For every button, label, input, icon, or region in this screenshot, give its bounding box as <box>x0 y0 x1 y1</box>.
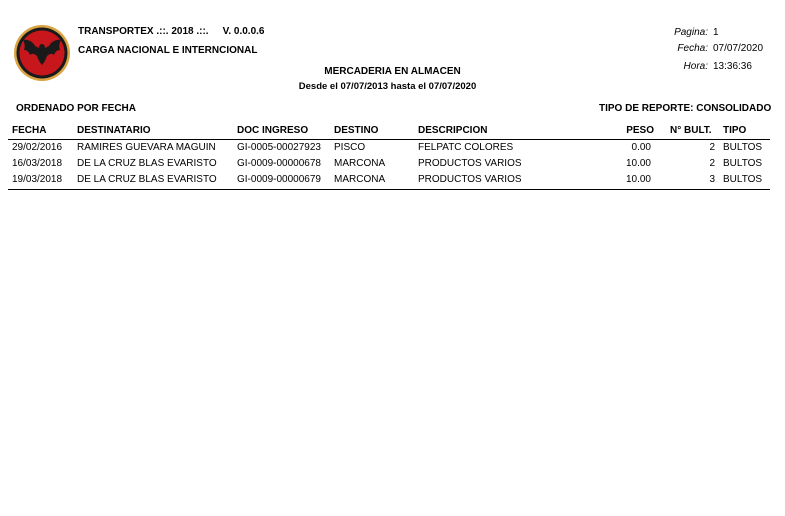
table-cell: 2 <box>709 158 715 169</box>
table-cell: MARCONA <box>334 158 386 169</box>
report-type: TIPO DE REPORTE: CONSOLIDADO <box>599 103 771 114</box>
col-destinatario: DESTINATARIO <box>77 125 151 136</box>
table-cell: BULTOS <box>723 158 763 169</box>
table-cell: PISCO <box>334 142 366 153</box>
table-cell: 10.00 <box>625 158 651 169</box>
table-cell: 2 <box>709 142 715 153</box>
table-cell: RAMIRES GUEVARA MAGUIN <box>77 142 216 153</box>
col-destino: DESTINO <box>334 125 379 136</box>
table-cell: PRODUCTOS VARIOS <box>418 174 522 185</box>
footer-rule <box>8 189 770 190</box>
table-cell: 16/03/2018 <box>12 158 63 169</box>
report-title: MERCADERIA EN ALMACEN <box>324 66 461 77</box>
table-cell: DE LA CRUZ BLAS EVARISTO <box>77 174 217 185</box>
table-cell: DE LA CRUZ BLAS EVARISTO <box>77 158 217 169</box>
table-cell: GI-0009-00000678 <box>237 158 321 169</box>
col-fecha: FECHA <box>12 125 47 136</box>
table-cell: MARCONA <box>334 174 386 185</box>
time-label: Hora: <box>683 61 708 72</box>
header-rule <box>8 139 770 140</box>
table-cell: GI-0009-00000679 <box>237 174 321 185</box>
table-cell: 0.00 <box>631 142 651 153</box>
col-tipo: TIPO <box>723 125 747 136</box>
col-nro-bultos: N° BULT. <box>670 125 712 136</box>
date-value: 07/07/2020 <box>713 43 764 54</box>
time-value: 13:36:36 <box>713 61 752 72</box>
app-header <box>78 26 264 37</box>
report-subtitle: Desde el 07/07/2013 hasta el 07/07/2020 <box>298 81 477 92</box>
table-cell: 29/02/2016 <box>12 142 63 153</box>
app-name: TRANSPORTEX .::. 2018 .::. <box>78 26 209 37</box>
page-label: Pagina: <box>674 27 708 38</box>
date-label: Fecha: <box>677 43 708 54</box>
table-cell: BULTOS <box>723 174 763 185</box>
app-version: V. 0.0.0.6 <box>222 26 265 37</box>
table-cell: 10.00 <box>625 174 651 185</box>
table-cell: 3 <box>709 174 715 185</box>
table-cell: BULTOS <box>723 142 763 153</box>
ordered-by: ORDENADO POR FECHA <box>16 103 137 114</box>
page-value: 1 <box>713 27 719 38</box>
table-cell: PRODUCTOS VARIOS <box>418 158 522 169</box>
table-cell: GI-0005-00027923 <box>237 142 321 153</box>
col-descripcion: DESCRIPCION <box>418 125 488 136</box>
col-peso: PESO <box>626 125 654 136</box>
company-name: CARGA NACIONAL E INTERNCIONAL <box>78 45 258 56</box>
table-cell: 19/03/2018 <box>12 174 63 185</box>
col-doc-ingreso: DOC INGRESO <box>237 125 309 136</box>
table-cell: FELPATC COLORES <box>418 142 514 153</box>
